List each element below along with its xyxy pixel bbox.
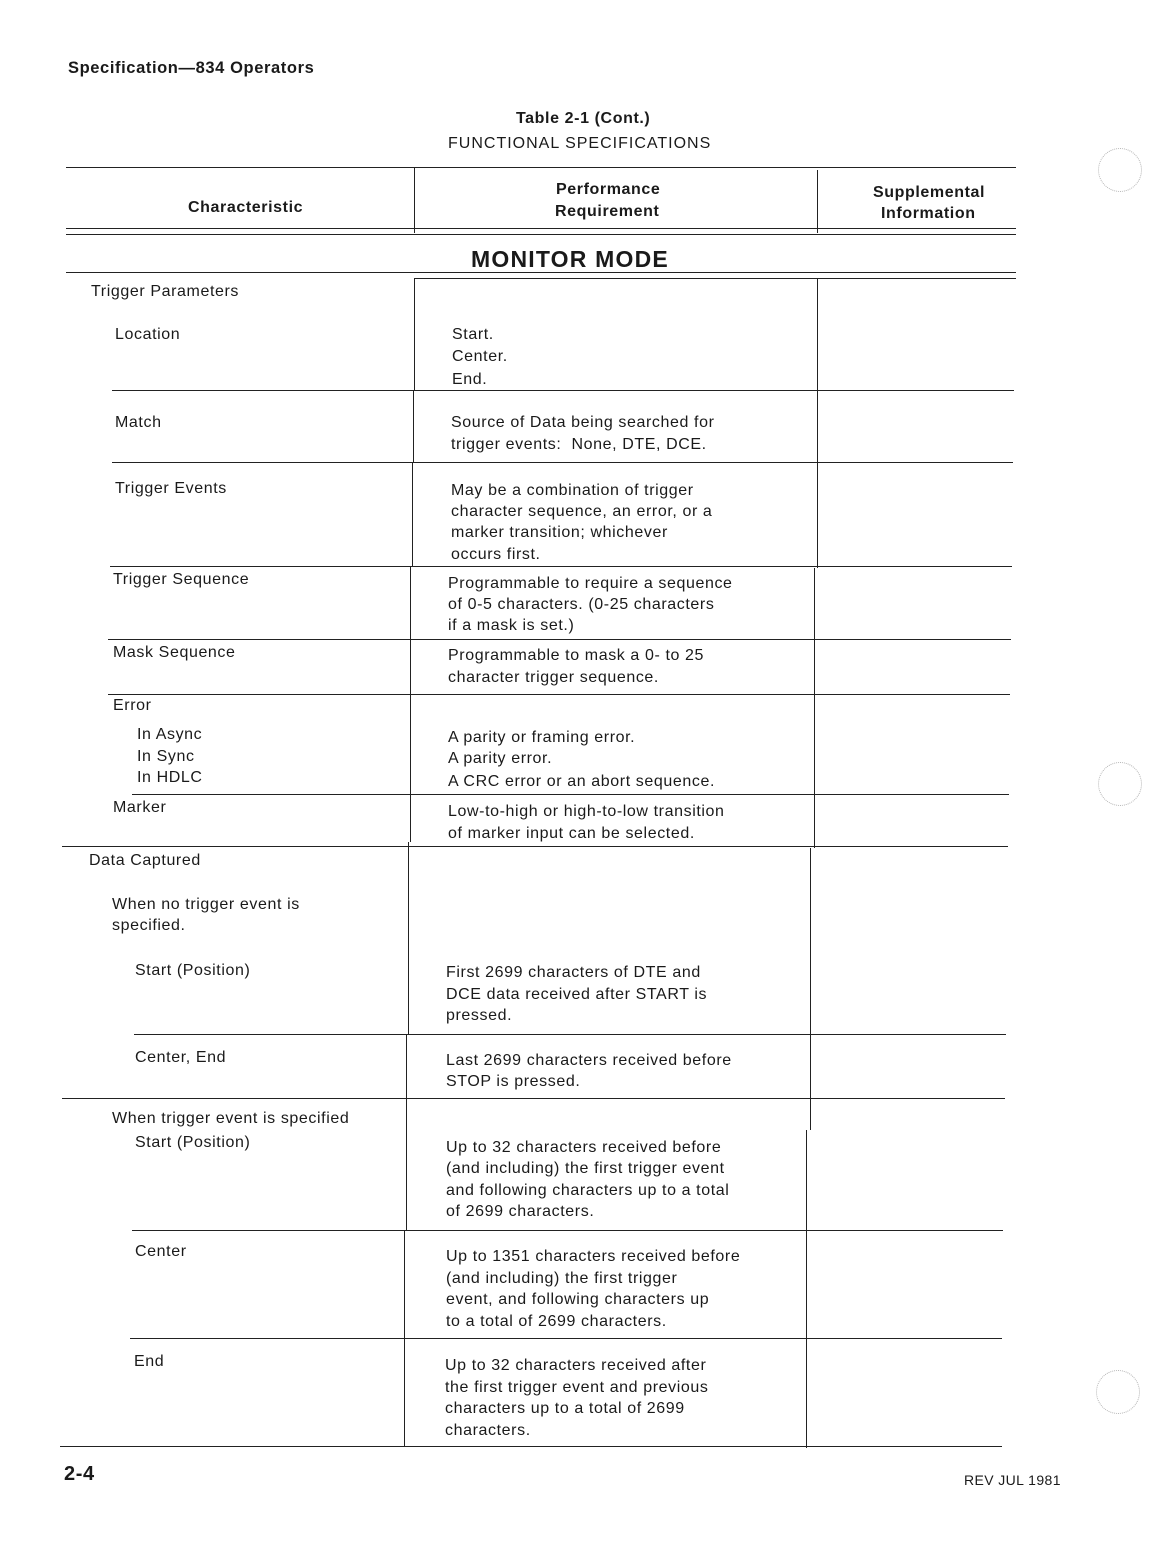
header-rule bbox=[66, 228, 1016, 229]
row-rule bbox=[132, 794, 1009, 795]
column-divider bbox=[413, 390, 414, 462]
row-text: Center. bbox=[452, 348, 508, 365]
row-text: First 2699 characters of DTE and bbox=[446, 964, 701, 981]
page-header: Specification—834 Operators bbox=[68, 59, 315, 77]
row-rule bbox=[62, 1098, 1005, 1099]
row-label-match: Match bbox=[115, 414, 162, 431]
page-number: 2-4 bbox=[64, 1463, 95, 1485]
row-label-start-position: Start (Position) bbox=[135, 962, 251, 979]
row-text: May be a combination of trigger bbox=[451, 482, 694, 499]
row-text: Source of Data being searched for bbox=[451, 414, 715, 431]
row-sub-label: In HDLC bbox=[137, 769, 203, 786]
row-text: Start. bbox=[452, 326, 494, 343]
row-label-marker: Marker bbox=[113, 799, 167, 816]
column-header-performance: Performance bbox=[556, 181, 661, 198]
row-text: Programmable to require a sequence bbox=[448, 575, 733, 592]
row-rule bbox=[108, 694, 1010, 695]
row-rule bbox=[62, 846, 1008, 847]
column-header-supplemental: Supplemental bbox=[873, 184, 986, 201]
row-label-trigger-sequence: Trigger Sequence bbox=[113, 571, 250, 588]
column-divider bbox=[406, 1034, 407, 1230]
column-divider bbox=[414, 167, 415, 233]
binder-hole bbox=[1098, 762, 1142, 806]
row-text: Up to 1351 characters received before bbox=[446, 1248, 741, 1265]
row-text: A parity or framing error. bbox=[448, 729, 636, 746]
column-header-characteristic: Characteristic bbox=[188, 199, 304, 216]
row-text: marker transition; whichever bbox=[451, 524, 668, 541]
column-divider bbox=[410, 566, 411, 842]
row-sub-label: In Async bbox=[137, 726, 203, 743]
row-text: pressed. bbox=[446, 1007, 513, 1024]
row-label-trigger-events: Trigger Events bbox=[115, 480, 227, 497]
row-text: Last 2699 characters received before bbox=[446, 1052, 732, 1069]
row-group-label: Trigger Parameters bbox=[91, 283, 240, 300]
column-divider bbox=[810, 848, 811, 1130]
column-divider bbox=[814, 568, 815, 848]
row-label-no-trigger: specified. bbox=[112, 917, 186, 934]
binder-hole bbox=[1096, 1370, 1140, 1414]
row-label-no-trigger: When no trigger event is bbox=[112, 896, 300, 913]
section-rule bbox=[66, 272, 1016, 273]
row-text: and following characters up to a total bbox=[446, 1182, 730, 1199]
row-text: (and including) the first trigger bbox=[446, 1270, 678, 1287]
row-rule bbox=[414, 278, 1016, 279]
row-text: Low-to-high or high-to-low transition bbox=[448, 803, 725, 820]
row-label-location: Location bbox=[115, 326, 181, 343]
row-text: A parity error. bbox=[448, 750, 553, 767]
row-rule bbox=[112, 462, 1013, 463]
column-header-performance: Requirement bbox=[555, 203, 660, 220]
row-text: of marker input can be selected. bbox=[448, 825, 695, 842]
row-label-center-end: Center, End bbox=[135, 1049, 227, 1066]
row-text: occurs first. bbox=[451, 546, 541, 563]
section-title: MONITOR MODE bbox=[471, 246, 669, 272]
row-text: Up to 32 characters received before bbox=[446, 1139, 722, 1156]
row-text: DCE data received after START is bbox=[446, 986, 708, 1003]
row-text: the first trigger event and previous bbox=[445, 1379, 709, 1396]
row-rule bbox=[110, 566, 1012, 567]
row-sub-label: In Sync bbox=[137, 748, 195, 765]
row-label-mask-sequence: Mask Sequence bbox=[113, 644, 236, 661]
column-divider bbox=[806, 1130, 807, 1448]
row-text: A CRC error or an abort sequence. bbox=[448, 773, 716, 790]
row-rule bbox=[112, 390, 1014, 391]
revision-note: REV JUL 1981 bbox=[964, 1472, 1061, 1488]
row-text: Up to 32 characters received after bbox=[445, 1357, 707, 1374]
row-label-start-position: Start (Position) bbox=[135, 1134, 251, 1151]
row-text: Programmable to mask a 0- to 25 bbox=[448, 647, 705, 664]
column-divider bbox=[412, 462, 413, 566]
table-caption: Table 2-1 (Cont.) bbox=[516, 110, 651, 127]
row-label-with-trigger: When trigger event is specified bbox=[112, 1110, 350, 1127]
column-divider bbox=[414, 278, 415, 390]
row-text: character trigger sequence. bbox=[448, 669, 659, 686]
row-text: if a mask is set.) bbox=[448, 617, 575, 634]
row-label-center: Center bbox=[135, 1243, 187, 1260]
column-divider bbox=[408, 842, 409, 1034]
table-top-rule bbox=[66, 167, 1016, 168]
row-text: to a total of 2699 characters. bbox=[446, 1313, 667, 1330]
row-label-end: End bbox=[134, 1353, 165, 1370]
binder-hole bbox=[1098, 148, 1142, 192]
row-rule bbox=[132, 1230, 1003, 1231]
row-text: character sequence, an error, or a bbox=[451, 503, 713, 520]
row-text: trigger events: None, DTE, DCE. bbox=[451, 436, 707, 453]
row-text: STOP is pressed. bbox=[446, 1073, 581, 1090]
row-text: characters. bbox=[445, 1422, 531, 1439]
row-text: event, and following characters up bbox=[446, 1291, 710, 1308]
row-rule bbox=[130, 1338, 1002, 1339]
row-rule bbox=[134, 1034, 1006, 1035]
row-label-error: Error bbox=[113, 697, 152, 714]
row-text: End. bbox=[452, 371, 488, 388]
row-text: (and including) the first trigger event bbox=[446, 1160, 725, 1177]
column-header-supplemental: Information bbox=[881, 205, 976, 222]
header-rule bbox=[66, 234, 1016, 235]
row-group-label: Data Captured bbox=[89, 852, 201, 869]
row-rule bbox=[108, 639, 1011, 640]
row-text: characters up to a total of 2699 bbox=[445, 1400, 685, 1417]
table-bottom-rule bbox=[60, 1446, 1002, 1447]
column-divider bbox=[817, 170, 818, 233]
row-text: of 0-5 characters. (0-25 characters bbox=[448, 596, 715, 613]
column-divider bbox=[817, 278, 818, 568]
table-subtitle: FUNCTIONAL SPECIFICATIONS bbox=[448, 135, 712, 152]
row-text: of 2699 characters. bbox=[446, 1203, 595, 1220]
